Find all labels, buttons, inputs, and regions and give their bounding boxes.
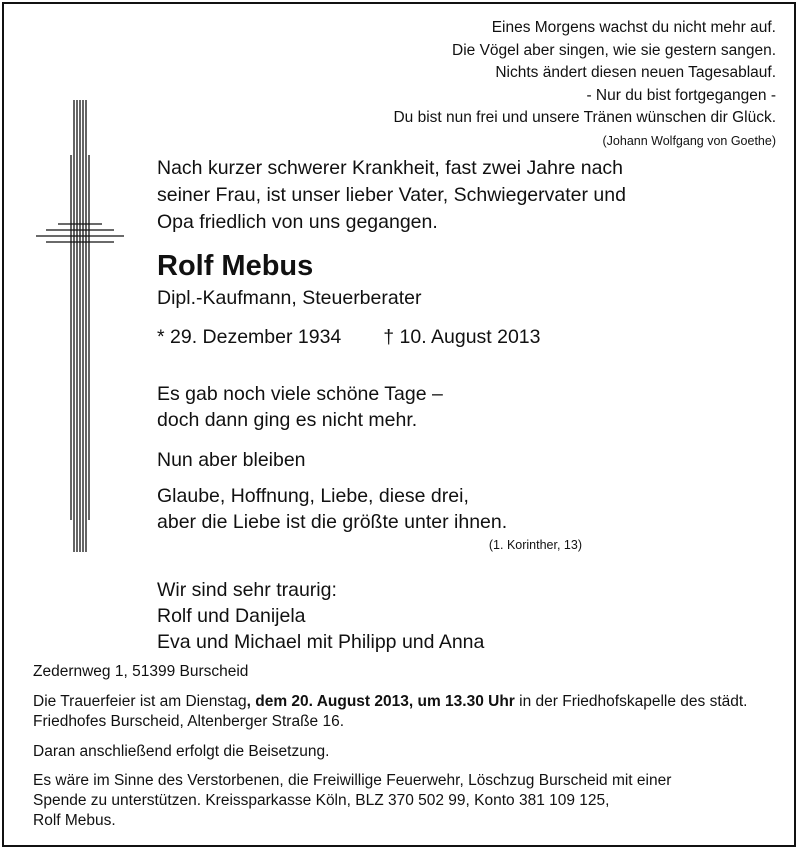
service-info <box>33 662 781 831</box>
poem-author: (Johann Wolfgang von Goethe) <box>602 133 776 148</box>
deceased-name: Rolf Mebus <box>157 250 314 282</box>
donation-line: Es wäre im Sinne des Verstorbenen, die Freiwillige Feuerwehr, Löschzug Burscheid mit einer <box>33 772 672 789</box>
intro-text <box>157 155 757 236</box>
birth-date: * 29. Dezember 1934 <box>157 326 342 348</box>
intro-line: Nach kurzer schwerer Krankheit, fast zwei Jahre nach <box>157 157 624 179</box>
burial-note: Daran anschließend erfolgt die Beisetzung. <box>33 743 330 760</box>
deceased-title: Dipl.-Kaufmann, Steuerberater <box>157 287 422 309</box>
intro-line: seiner Frau, ist unser lieber Vater, Schwiegervater und <box>157 184 626 206</box>
poem-line: - Nur du bist fortgegangen - <box>586 86 776 104</box>
poem-line: Die Vögel aber singen, wie sie gestern sangen. <box>452 41 776 59</box>
service-location: in der Friedhofskapelle des städt. Friedhofes Burscheid, Altenberger Straße 16. <box>33 693 748 730</box>
quote-line: doch dann ging es nicht mehr. <box>157 409 418 431</box>
donation-note <box>33 771 781 831</box>
poem-line: Eines Morgens wachst du nicht mehr auf. <box>491 19 776 36</box>
donation-line: Rolf Mebus. <box>33 812 116 829</box>
life-dates <box>157 324 757 350</box>
poem-line: Du bist nun frei und unsere Tränen wünschen dir Glück. <box>393 109 776 126</box>
quote-intro: Nun aber bleiben <box>157 449 306 471</box>
goethe-poem <box>393 17 776 150</box>
quote-tage <box>157 381 757 433</box>
donation-line: Spende zu unterstützen. Kreissparkasse Köln, BLZ 370 502 99, Konto 381 109 125, <box>33 792 610 809</box>
quote-line: aber die Liebe ist die größte unter ihnen. <box>157 511 508 533</box>
service-date-time: , dem 20. August 2013, um 13.30 Uhr <box>246 693 515 710</box>
main-text <box>157 155 757 655</box>
intro-line: Opa friedlich von uns gegangen. <box>157 211 438 233</box>
cross-icon <box>36 100 124 552</box>
family-mourners <box>157 577 757 655</box>
family-line: Wir sind sehr traurig: <box>157 579 337 601</box>
family-line: Eva und Michael mit Philipp und Anna <box>157 631 485 653</box>
quote-line: Es gab noch viele schöne Tage – <box>157 383 443 405</box>
quote-line: Glaube, Hoffnung, Liebe, diese drei, <box>157 485 469 507</box>
poem-line: Nichts ändert diesen neuen Tagesablauf. <box>495 64 776 81</box>
funeral-service <box>33 692 781 732</box>
family-line: Rolf und Danijela <box>157 605 306 627</box>
address: Zedernweg 1, 51399 Burscheid <box>33 663 249 680</box>
bible-source: (1. Korinther, 13) <box>488 538 582 552</box>
death-date: † 10. August 2013 <box>383 326 541 348</box>
service-text: Die Trauerfeier ist am Dienstag <box>33 693 247 710</box>
quote-korinther <box>157 483 757 535</box>
